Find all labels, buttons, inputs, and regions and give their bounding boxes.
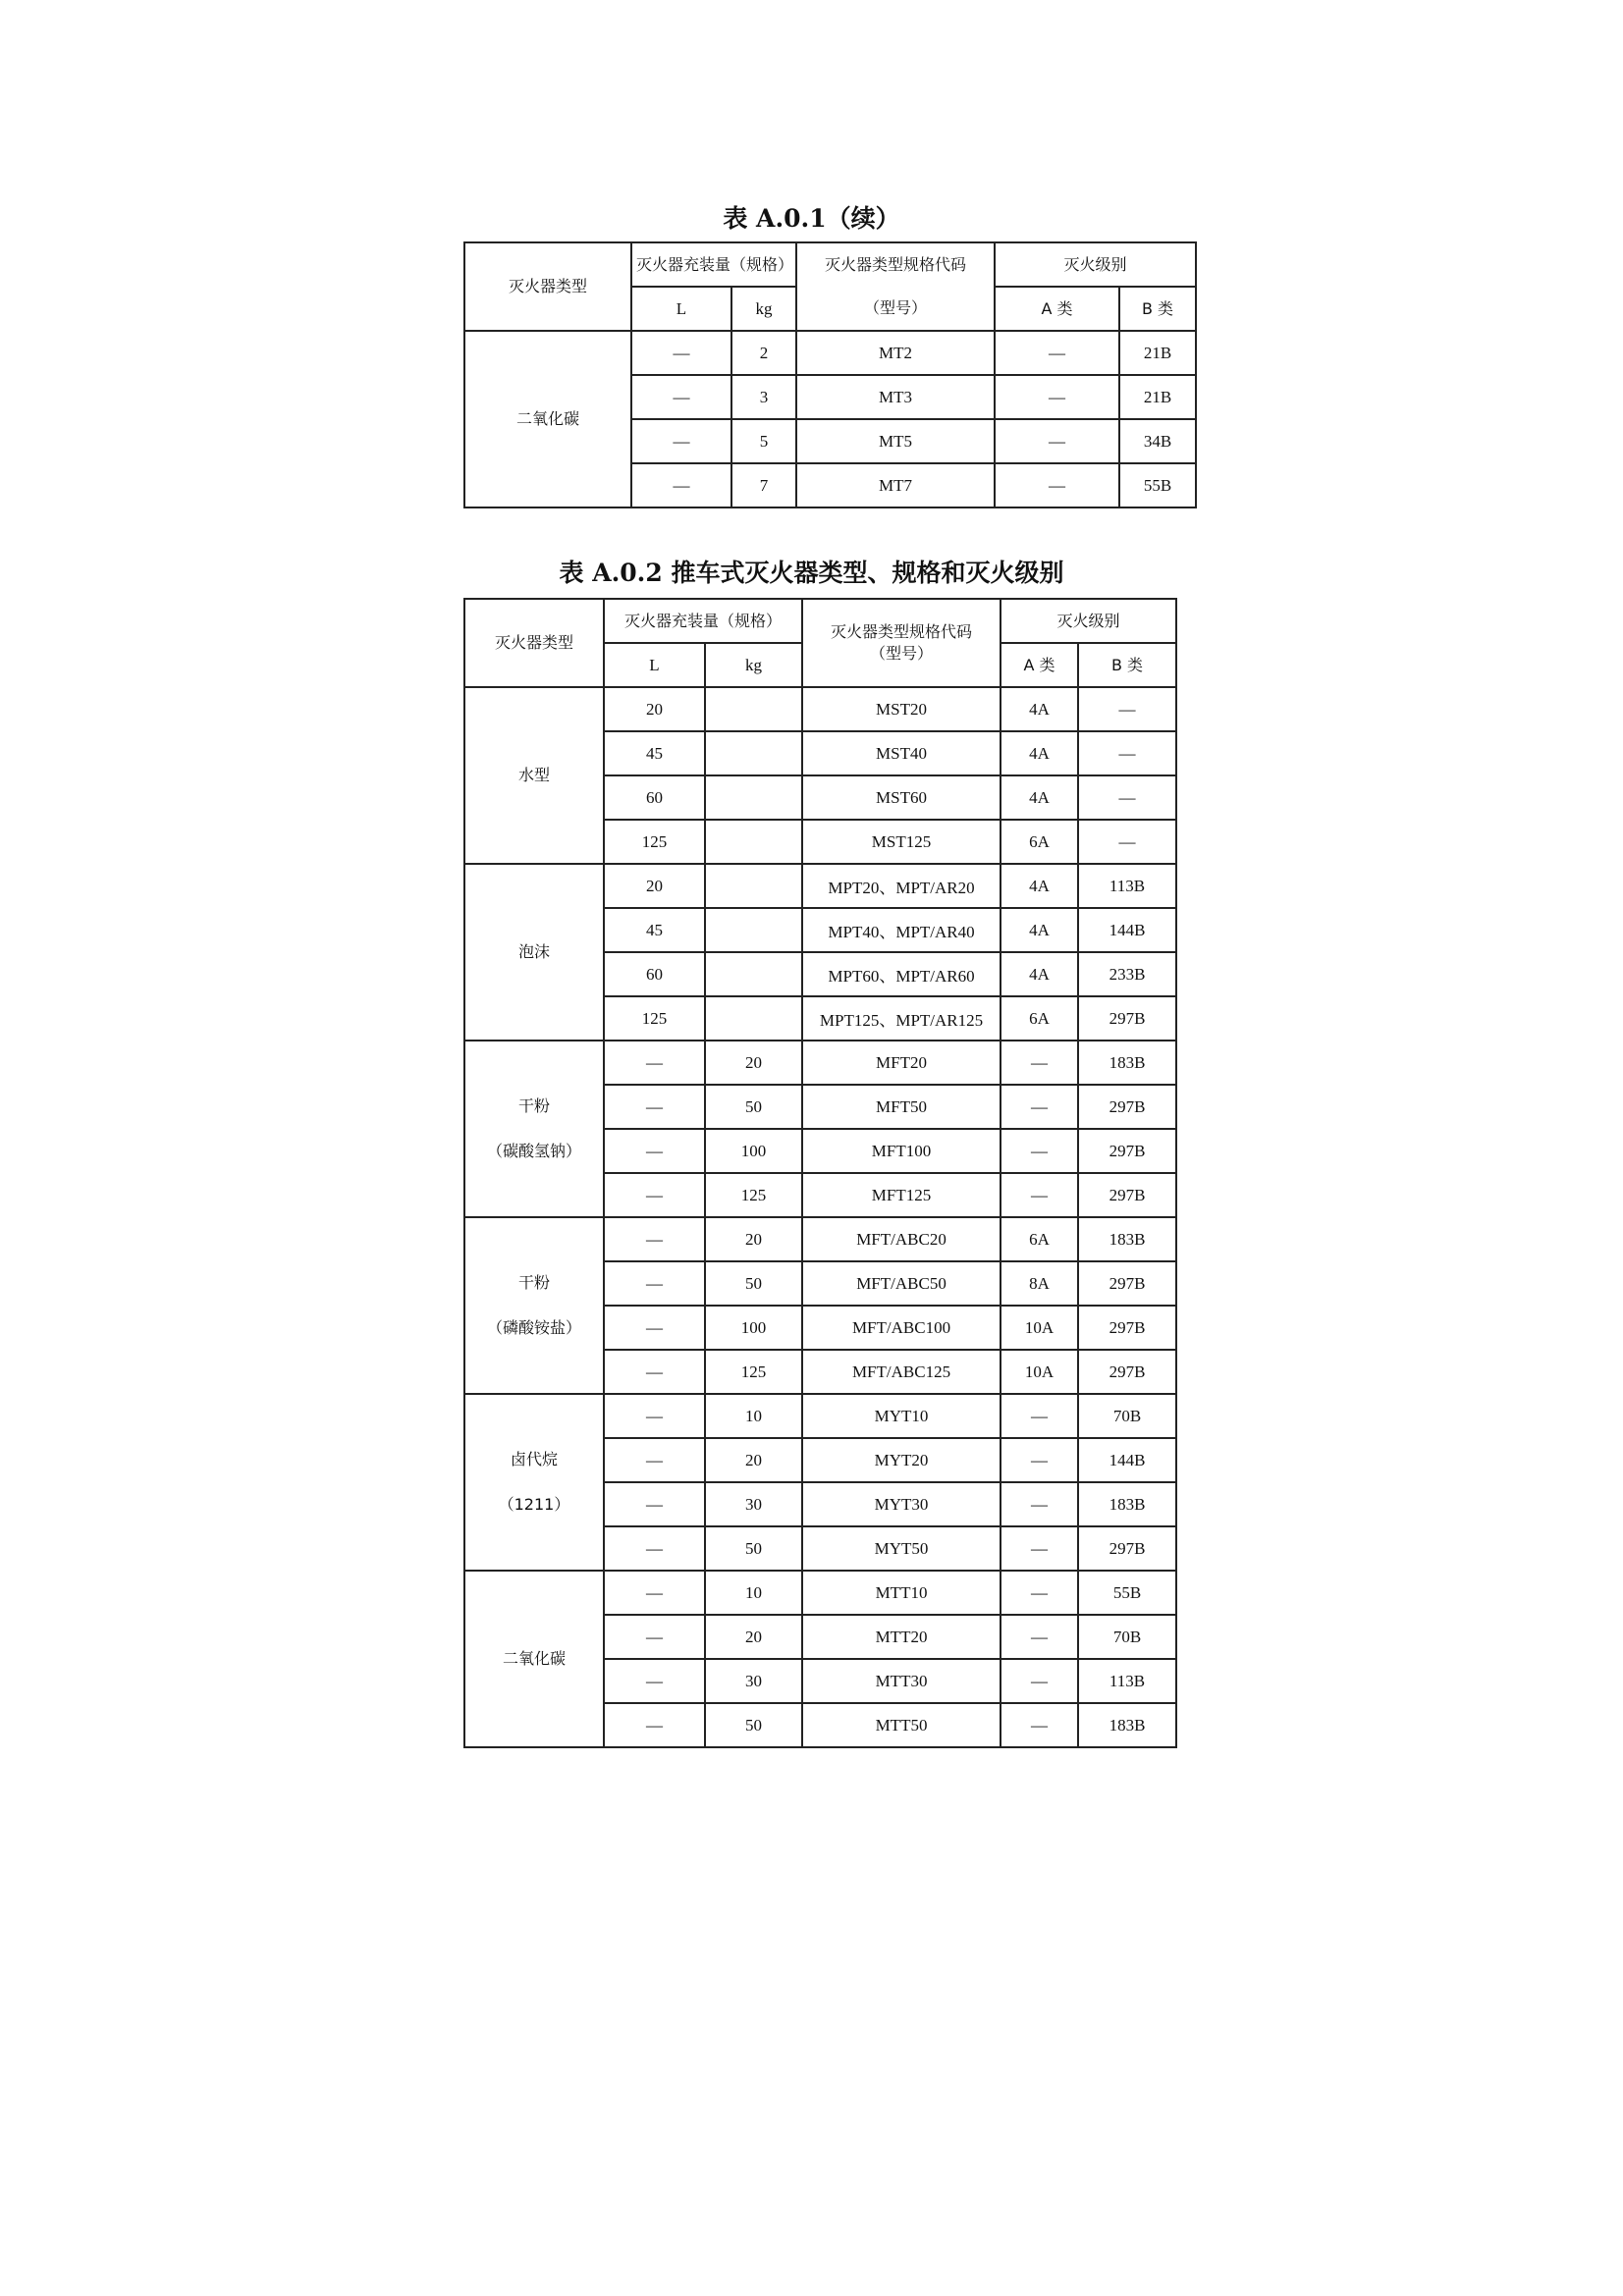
extinguisher-type-label: 水型 [517, 766, 550, 784]
class-a-rating-cell: — [1001, 1703, 1078, 1747]
class-a-rating-cell: 4A [1001, 952, 1078, 996]
model-code-cell: MFT20 [802, 1041, 1001, 1085]
header-unit-kg: kg [705, 643, 802, 687]
extinguisher-type-cell [464, 331, 631, 507]
class-a-rating-cell: 10A [1001, 1306, 1078, 1350]
capacity-l-cell: 60 [604, 775, 705, 820]
capacity-l-cell: 45 [604, 908, 705, 952]
extinguisher-type-label: 二氧化碳 [515, 409, 579, 428]
header-code-line2: （型号） [870, 644, 934, 663]
model-code-cell: MPT40、MPT/AR40 [802, 908, 1001, 952]
capacity-kg-cell [705, 775, 802, 820]
class-a-rating-cell: — [1001, 1041, 1078, 1085]
capacity-kg-cell: 100 [705, 1306, 802, 1350]
capacity-kg-cell [705, 731, 802, 775]
capacity-l-cell: — [604, 1571, 705, 1615]
capacity-kg-cell: 50 [705, 1085, 802, 1129]
model-code-cell: MFT/ABC20 [802, 1217, 1001, 1261]
table-a01 [463, 241, 1197, 508]
capacity-kg-cell: 30 [705, 1659, 802, 1703]
model-code-cell: MPT20、MPT/AR20 [802, 864, 1001, 908]
capacity-kg-cell: 20 [705, 1217, 802, 1261]
extinguisher-type-label: 卤代烷 [510, 1450, 558, 1468]
header-rating: 灭火级别 [1001, 599, 1176, 643]
capacity-kg-cell: 2 [731, 331, 796, 375]
capacity-l-cell: 125 [604, 820, 705, 864]
capacity-kg-cell: 10 [705, 1394, 802, 1438]
capacity-l-cell: — [604, 1615, 705, 1659]
header-type: 灭火器类型 [464, 599, 604, 687]
capacity-l-cell: — [604, 1526, 705, 1571]
class-a-rating-cell: — [1001, 1615, 1078, 1659]
capacity-kg-cell: 30 [705, 1482, 802, 1526]
model-code-cell: MPT60、MPT/AR60 [802, 952, 1001, 996]
table-row [464, 1571, 1176, 1615]
model-code-cell: MST125 [802, 820, 1001, 864]
capacity-l-cell: — [604, 1659, 705, 1703]
class-a-rating-cell: 6A [1001, 996, 1078, 1041]
header-unit-l: L [604, 643, 705, 687]
class-b-rating-cell: 183B [1078, 1041, 1176, 1085]
model-code-cell: MFT50 [802, 1085, 1001, 1129]
table-a01-caption: 表 A.0.1（续） [723, 204, 900, 233]
header-class-a: A 类 [995, 287, 1119, 331]
class-b-rating-cell: 297B [1078, 1526, 1176, 1571]
class-b-rating-cell: 297B [1078, 1261, 1176, 1306]
capacity-kg-cell [705, 820, 802, 864]
capacity-kg-cell [705, 864, 802, 908]
capacity-kg-cell: 100 [705, 1129, 802, 1173]
class-b-rating-cell: 21B [1119, 331, 1196, 375]
capacity-l-cell: — [631, 331, 731, 375]
class-a-rating-cell: — [995, 375, 1119, 419]
class-b-rating-cell: 233B [1078, 952, 1176, 996]
table-a02-body [464, 687, 1176, 1747]
model-code-cell: MST20 [802, 687, 1001, 731]
extinguisher-type-cell [464, 1394, 604, 1571]
model-code-cell: MTT30 [802, 1659, 1001, 1703]
capacity-l-cell: — [631, 463, 731, 507]
table-row [464, 1394, 1176, 1438]
class-b-rating-cell: — [1078, 731, 1176, 775]
capacity-kg-cell: 20 [705, 1041, 802, 1085]
header-type: 灭火器类型 [464, 242, 631, 331]
capacity-l-cell: 20 [604, 687, 705, 731]
class-b-rating-cell: 297B [1078, 1306, 1176, 1350]
class-b-rating-cell: 297B [1078, 1173, 1176, 1217]
model-code-cell: MYT50 [802, 1526, 1001, 1571]
model-code-cell: MPT125、MPT/AR125 [802, 996, 1001, 1041]
capacity-l-cell: — [604, 1703, 705, 1747]
table-a02 [463, 598, 1177, 1748]
table-a01-body [464, 331, 1196, 507]
capacity-kg-cell [705, 952, 802, 996]
class-b-rating-cell: 297B [1078, 1085, 1176, 1129]
capacity-kg-cell: 10 [705, 1571, 802, 1615]
class-a-rating-cell: — [1001, 1526, 1078, 1571]
extinguisher-type-cell [464, 1217, 604, 1394]
class-a-rating-cell: — [1001, 1659, 1078, 1703]
header-capacity: 灭火器充装量（规格） [631, 242, 796, 287]
extinguisher-type-label: 泡沫 [517, 942, 550, 961]
class-a-rating-cell: 6A [1001, 820, 1078, 864]
class-b-rating-cell: 183B [1078, 1482, 1176, 1526]
capacity-l-cell: — [604, 1041, 705, 1085]
capacity-kg-cell: 50 [705, 1261, 802, 1306]
extinguisher-type-label: 干粉 [517, 1096, 550, 1115]
class-b-rating-cell: 297B [1078, 1350, 1176, 1394]
capacity-l-cell: — [604, 1261, 705, 1306]
class-b-rating-cell: 113B [1078, 1659, 1176, 1703]
header-unit-kg: kg [731, 287, 796, 331]
class-b-rating-cell: 70B [1078, 1394, 1176, 1438]
capacity-kg-cell: 125 [705, 1350, 802, 1394]
class-a-rating-cell: 8A [1001, 1261, 1078, 1306]
capacity-kg-cell: 50 [705, 1526, 802, 1571]
capacity-kg-cell: 5 [731, 419, 796, 463]
capacity-l-cell: — [604, 1129, 705, 1173]
table-row [464, 1041, 1176, 1085]
class-b-rating-cell: 34B [1119, 419, 1196, 463]
capacity-l-cell: — [631, 375, 731, 419]
extinguisher-type-cell [464, 687, 604, 864]
extinguisher-type-label: （1211） [498, 1495, 570, 1514]
class-b-rating-cell: 21B [1119, 375, 1196, 419]
class-a-rating-cell: 4A [1001, 864, 1078, 908]
class-a-rating-cell: 6A [1001, 1217, 1078, 1261]
capacity-l-cell: — [631, 419, 731, 463]
capacity-l-cell: 125 [604, 996, 705, 1041]
table-a02-caption: 表 A.0.2 推车式灭火器类型、规格和灭火级别 [559, 559, 1064, 587]
capacity-l-cell: — [604, 1350, 705, 1394]
class-a-rating-cell: — [995, 331, 1119, 375]
class-a-rating-cell: — [1001, 1482, 1078, 1526]
class-a-rating-cell: — [1001, 1571, 1078, 1615]
capacity-l-cell: — [604, 1306, 705, 1350]
capacity-kg-cell [705, 908, 802, 952]
class-b-rating-cell: — [1078, 775, 1176, 820]
class-a-rating-cell: 4A [1001, 908, 1078, 952]
class-a-rating-cell: 4A [1001, 731, 1078, 775]
class-b-rating-cell: — [1078, 820, 1176, 864]
model-code-cell: MFT/ABC50 [802, 1261, 1001, 1306]
model-code-cell: MST40 [802, 731, 1001, 775]
extinguisher-type-cell [464, 1041, 604, 1217]
model-code-cell: MTT10 [802, 1571, 1001, 1615]
class-a-rating-cell: — [1001, 1085, 1078, 1129]
extinguisher-type-label: （碳酸氢钠） [486, 1142, 581, 1160]
class-a-rating-cell: — [1001, 1438, 1078, 1482]
class-a-rating-cell: — [995, 419, 1119, 463]
class-a-rating-cell: — [1001, 1129, 1078, 1173]
class-b-rating-cell: 144B [1078, 908, 1176, 952]
model-code-cell: MFT/ABC100 [802, 1306, 1001, 1350]
class-b-rating-cell: 55B [1119, 463, 1196, 507]
table-a02-header [464, 599, 1176, 687]
header-code [796, 242, 995, 331]
model-code-cell: MYT20 [802, 1438, 1001, 1482]
capacity-kg-cell: 3 [731, 375, 796, 419]
model-code-cell: MTT20 [802, 1615, 1001, 1659]
header-code-line2: （型号） [864, 298, 928, 317]
header-class-b: B 类 [1078, 643, 1176, 687]
class-a-rating-cell: — [1001, 1173, 1078, 1217]
capacity-kg-cell: 50 [705, 1703, 802, 1747]
model-code-cell: MT5 [796, 419, 995, 463]
header-class-b: B 类 [1119, 287, 1196, 331]
class-b-rating-cell: — [1078, 687, 1176, 731]
table-row [464, 331, 1196, 375]
capacity-l-cell: 60 [604, 952, 705, 996]
class-a-rating-cell: — [1001, 1394, 1078, 1438]
capacity-kg-cell: 20 [705, 1438, 802, 1482]
header-code-line1: 灭火器类型规格代码 [831, 622, 973, 641]
capacity-l-cell: — [604, 1482, 705, 1526]
extinguisher-type-label: （磷酸铵盐） [486, 1318, 581, 1337]
header-capacity: 灭火器充装量（规格） [604, 599, 802, 643]
extinguisher-type-label: 二氧化碳 [502, 1649, 566, 1668]
header-unit-l: L [631, 287, 731, 331]
header-rating: 灭火级别 [995, 242, 1196, 287]
class-b-rating-cell: 70B [1078, 1615, 1176, 1659]
model-code-cell: MYT30 [802, 1482, 1001, 1526]
header-class-a: A 类 [1001, 643, 1078, 687]
capacity-l-cell: 20 [604, 864, 705, 908]
header-code [802, 599, 1001, 687]
class-a-rating-cell: 10A [1001, 1350, 1078, 1394]
model-code-cell: MFT125 [802, 1173, 1001, 1217]
model-code-cell: MYT10 [802, 1394, 1001, 1438]
table-row [464, 864, 1176, 908]
extinguisher-type-label: 干粉 [517, 1273, 550, 1292]
capacity-l-cell: — [604, 1217, 705, 1261]
extinguisher-type-cell [464, 1571, 604, 1747]
capacity-kg-cell [705, 687, 802, 731]
class-b-rating-cell: 113B [1078, 864, 1176, 908]
model-code-cell: MST60 [802, 775, 1001, 820]
model-code-cell: MT2 [796, 331, 995, 375]
table-row [464, 687, 1176, 731]
model-code-cell: MFT100 [802, 1129, 1001, 1173]
model-code-cell: MFT/ABC125 [802, 1350, 1001, 1394]
class-a-rating-cell: — [995, 463, 1119, 507]
class-a-rating-cell: 4A [1001, 775, 1078, 820]
class-b-rating-cell: 183B [1078, 1703, 1176, 1747]
table-a01-header [464, 242, 1196, 331]
capacity-l-cell: — [604, 1173, 705, 1217]
class-a-rating-cell: 4A [1001, 687, 1078, 731]
header-code-line1: 灭火器类型规格代码 [825, 255, 967, 274]
model-code-cell: MT3 [796, 375, 995, 419]
capacity-l-cell: — [604, 1085, 705, 1129]
model-code-cell: MT7 [796, 463, 995, 507]
capacity-l-cell: 45 [604, 731, 705, 775]
capacity-kg-cell [705, 996, 802, 1041]
class-b-rating-cell: 183B [1078, 1217, 1176, 1261]
class-b-rating-cell: 297B [1078, 996, 1176, 1041]
capacity-l-cell: — [604, 1394, 705, 1438]
capacity-kg-cell: 7 [731, 463, 796, 507]
capacity-kg-cell: 20 [705, 1615, 802, 1659]
class-b-rating-cell: 144B [1078, 1438, 1176, 1482]
model-code-cell: MTT50 [802, 1703, 1001, 1747]
capacity-kg-cell: 125 [705, 1173, 802, 1217]
table-row [464, 1217, 1176, 1261]
class-b-rating-cell: 55B [1078, 1571, 1176, 1615]
class-b-rating-cell: 297B [1078, 1129, 1176, 1173]
capacity-l-cell: — [604, 1438, 705, 1482]
extinguisher-type-cell [464, 864, 604, 1041]
